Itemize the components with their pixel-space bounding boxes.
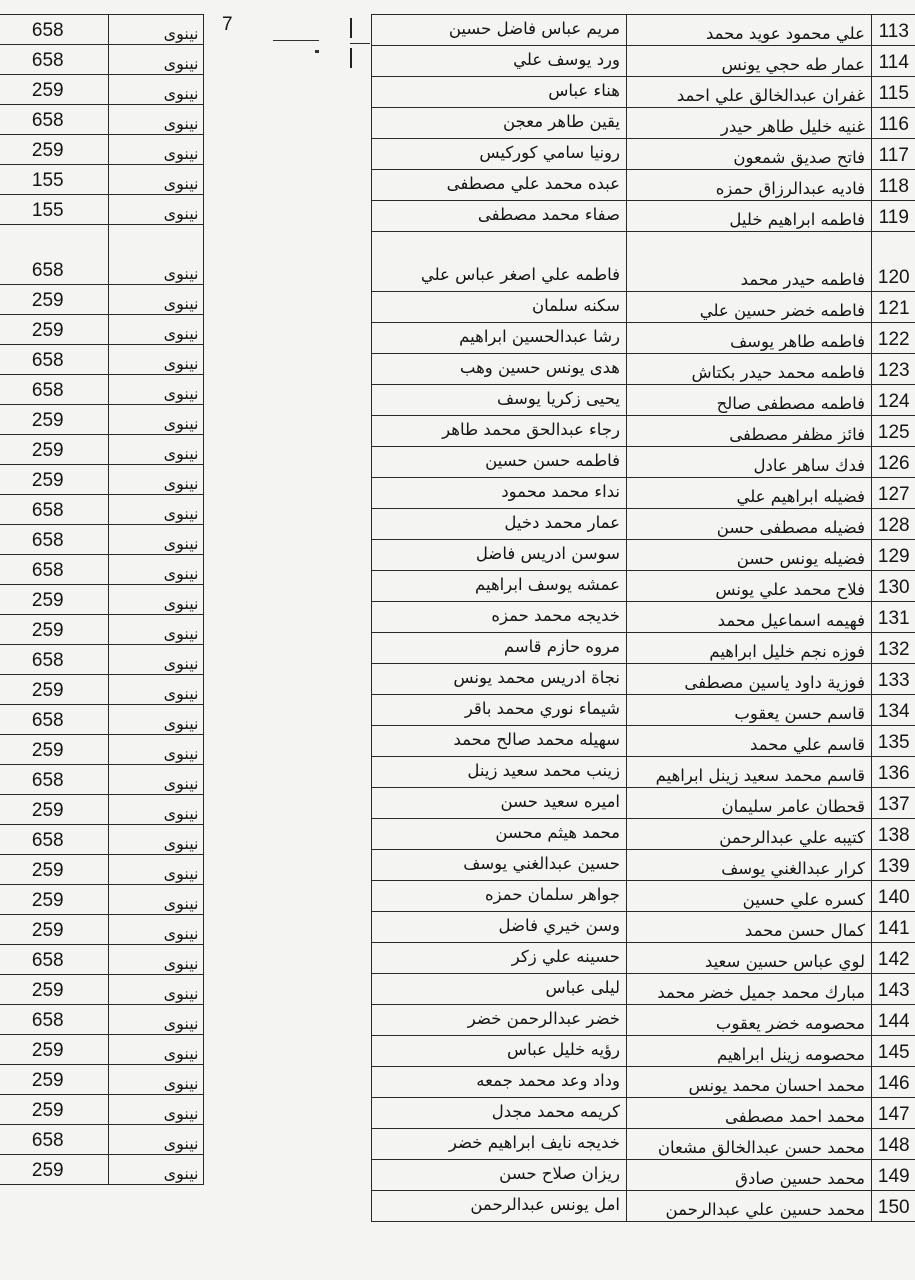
table-row xyxy=(0,225,203,285)
row-number-cell: 117 xyxy=(872,139,915,170)
row-number-cell: 130 xyxy=(872,571,915,602)
row-number-cell: 118 xyxy=(872,170,915,201)
row-number-cell: 125 xyxy=(872,416,915,447)
row-number-cell: 144 xyxy=(872,1005,915,1036)
governorate-cell: نينوى xyxy=(108,705,203,735)
mother-name-cell: سكنه سلمان xyxy=(372,292,627,323)
table-row xyxy=(0,945,203,975)
governorate-cell: نينوى xyxy=(108,795,203,825)
governorate-cell: نينوى xyxy=(108,1035,203,1065)
full-name-cell: فدك ساهر عادل xyxy=(627,447,872,478)
code-cell: 658 xyxy=(0,495,108,525)
table-row xyxy=(0,675,203,705)
mother-name-cell: جواهر سلمان حمزه xyxy=(372,881,627,912)
pen-dot xyxy=(315,50,319,53)
full-name-cell: فائز مظفر مصطفى xyxy=(627,416,872,447)
table-row xyxy=(372,1067,915,1098)
mother-name-cell: خضر عبدالرحمن خضر xyxy=(372,1005,627,1036)
table-row xyxy=(372,77,915,108)
table-row xyxy=(0,1125,203,1155)
row-number-cell: 113 xyxy=(872,15,915,46)
governorate-cell: نينوى xyxy=(108,1155,203,1185)
table-row xyxy=(372,788,915,819)
mother-name-cell: رجاء عبدالحق محمد طاهر xyxy=(372,416,627,447)
table-row xyxy=(372,15,915,46)
table-row xyxy=(0,795,203,825)
table-row xyxy=(0,1005,203,1035)
governorate-cell: نينوى xyxy=(108,735,203,765)
full-name-cell: لوي عباس حسين سعيد xyxy=(627,943,872,974)
row-number-cell: 140 xyxy=(872,881,915,912)
governorate-cell: نينوى xyxy=(108,195,203,225)
table-row xyxy=(372,108,915,139)
row-number-cell: 128 xyxy=(872,509,915,540)
full-name-cell: فوزية داود ياسين مصطفى xyxy=(627,664,872,695)
governorate-cell: نينوى xyxy=(108,285,203,315)
code-cell: 259 xyxy=(0,465,108,495)
table-row xyxy=(0,1065,203,1095)
table-row xyxy=(0,525,203,555)
code-cell: 658 xyxy=(0,945,108,975)
mother-name-cell: وداد وعد محمد جمعه xyxy=(372,1067,627,1098)
governorate-cell: نينوى xyxy=(108,945,203,975)
mother-name-cell: اميره سعيد حسن xyxy=(372,788,627,819)
row-number-cell: 142 xyxy=(872,943,915,974)
table-row xyxy=(372,447,915,478)
code-cell: 259 xyxy=(0,135,108,165)
table-row xyxy=(0,285,203,315)
governorate-cell: نينوى xyxy=(108,165,203,195)
full-name-cell: فاطمه مصطفى صالح xyxy=(627,385,872,416)
mother-name-cell: خديجه نايف ابراهيم خضر xyxy=(372,1129,627,1160)
table-row xyxy=(0,825,203,855)
full-name-cell: محصومه خضر يعقوب xyxy=(627,1005,872,1036)
mother-name-cell: وسن خيري فاضل xyxy=(372,912,627,943)
full-name-cell: فاطمه ابراهيم خليل xyxy=(627,201,872,232)
mother-name-cell: سهيله محمد صالح محمد xyxy=(372,726,627,757)
code-cell: 658 xyxy=(0,705,108,735)
governorate-cell: نينوى xyxy=(108,45,203,75)
full-name-cell: فاطمه طاهر يوسف xyxy=(627,323,872,354)
row-number-cell: 146 xyxy=(872,1067,915,1098)
row-number-cell: 132 xyxy=(872,633,915,664)
row-number-cell: 121 xyxy=(872,292,915,323)
governorate-cell: نينوى xyxy=(108,585,203,615)
table-row xyxy=(0,975,203,1005)
code-cell: 155 xyxy=(0,165,108,195)
row-number-cell: 116 xyxy=(872,108,915,139)
mother-name-cell: نداء محمد محمود xyxy=(372,478,627,509)
row-number-cell: 119 xyxy=(872,201,915,232)
full-name-cell: محمد حسن عبدالخالق مشعان xyxy=(627,1129,872,1160)
governorate-cell: نينوى xyxy=(108,645,203,675)
table-row xyxy=(0,375,203,405)
mother-name-cell: رشا عبدالحسين ابراهيم xyxy=(372,323,627,354)
table-row xyxy=(0,645,203,675)
table-row xyxy=(372,540,915,571)
row-number-cell: 138 xyxy=(872,819,915,850)
mother-name-cell: محمد هيثم محسن xyxy=(372,819,627,850)
code-cell: 658 xyxy=(0,45,108,75)
code-cell: 259 xyxy=(0,405,108,435)
full-name-cell: علي محمود عويد محمد xyxy=(627,15,872,46)
code-cell: 658 xyxy=(0,15,108,45)
governorate-cell: نينوى xyxy=(108,1065,203,1095)
governorate-cell: نينوى xyxy=(108,495,203,525)
mother-name-cell: عمشه يوسف ابراهيم xyxy=(372,571,627,602)
pen-mark xyxy=(273,40,319,41)
mother-name-cell: صفاء محمد مصطفى xyxy=(372,201,627,232)
mother-name-cell: نجاة ادريس محمد يونس xyxy=(372,664,627,695)
table-row xyxy=(372,881,915,912)
mother-name-cell: زينب محمد سعيد زينل xyxy=(372,757,627,788)
governorate-table xyxy=(0,14,204,1185)
full-name-cell: محصومه زينل ابراهيم xyxy=(627,1036,872,1067)
row-number-cell: 126 xyxy=(872,447,915,478)
table-row xyxy=(372,602,915,633)
margin-tick xyxy=(350,18,352,38)
governorate-cell: نينوى xyxy=(108,765,203,795)
governorate-cell: نينوى xyxy=(108,75,203,105)
table-row xyxy=(0,705,203,735)
code-cell: 259 xyxy=(0,915,108,945)
table-row xyxy=(372,633,915,664)
code-cell: 658 xyxy=(0,375,108,405)
names-table xyxy=(371,14,915,1222)
full-name-cell: قاسم علي محمد xyxy=(627,726,872,757)
table-row xyxy=(372,1036,915,1067)
mother-name-cell: رونيا سامي كوركيس xyxy=(372,139,627,170)
table-row xyxy=(0,1095,203,1125)
mother-name-cell: عبده محمد علي مصطفى xyxy=(372,170,627,201)
row-number-cell: 123 xyxy=(872,354,915,385)
mother-name-cell: حسينه علي زكر xyxy=(372,943,627,974)
table-row xyxy=(372,139,915,170)
mother-name-cell: مروه حازم قاسم xyxy=(372,633,627,664)
governorate-cell: نينوى xyxy=(108,885,203,915)
table-row xyxy=(0,45,203,75)
row-number-cell: 115 xyxy=(872,77,915,108)
row-number-cell: 122 xyxy=(872,323,915,354)
governorate-cell: نينوى xyxy=(108,345,203,375)
code-cell: 259 xyxy=(0,585,108,615)
code-cell: 658 xyxy=(0,105,108,135)
mother-name-cell: امل يونس عبدالرحمن xyxy=(372,1191,627,1222)
table-row xyxy=(372,1160,915,1191)
code-cell: 259 xyxy=(0,735,108,765)
full-name-cell: فهيمه اسماعيل محمد xyxy=(627,602,872,633)
table-row xyxy=(372,1129,915,1160)
full-name-cell: قاسم محمد سعيد زينل ابراهيم xyxy=(627,757,872,788)
mother-name-cell: فاطمه علي اصغر عباس علي xyxy=(372,232,627,292)
full-name-cell: محمد حسين صادق xyxy=(627,1160,872,1191)
margin-rule xyxy=(350,43,370,44)
table-row xyxy=(0,105,203,135)
mother-name-cell: ريزان صلاح حسن xyxy=(372,1160,627,1191)
table-row xyxy=(372,943,915,974)
full-name-cell: فلاح محمد علي يونس xyxy=(627,571,872,602)
full-name-cell: كرار عبدالغني يوسف xyxy=(627,850,872,881)
code-cell: 259 xyxy=(0,1035,108,1065)
row-number-cell: 134 xyxy=(872,695,915,726)
mother-name-cell: هدى يونس حسين وهب xyxy=(372,354,627,385)
full-name-cell: فوزه نجم خليل ابراهيم xyxy=(627,633,872,664)
table-row xyxy=(0,195,203,225)
governorate-cell: نينوى xyxy=(108,15,203,45)
table-row xyxy=(372,416,915,447)
code-cell: 259 xyxy=(0,885,108,915)
row-number-cell: 114 xyxy=(872,46,915,77)
row-number-cell: 147 xyxy=(872,1098,915,1129)
full-name-cell: فاطمه خضر حسين علي xyxy=(627,292,872,323)
table-row xyxy=(372,201,915,232)
table-row xyxy=(0,435,203,465)
table-row xyxy=(0,885,203,915)
code-cell: 259 xyxy=(0,1095,108,1125)
full-name-cell: عمار طه حجي يونس xyxy=(627,46,872,77)
table-row xyxy=(372,1098,915,1129)
full-name-cell: فاطمه حيدر محمد xyxy=(627,232,872,292)
row-number-cell: 139 xyxy=(872,850,915,881)
governorate-cell: نينوى xyxy=(108,465,203,495)
table-row xyxy=(0,135,203,165)
full-name-cell: غنيه خليل طاهر حيدر xyxy=(627,108,872,139)
table-row xyxy=(0,765,203,795)
table-row xyxy=(372,757,915,788)
table-row xyxy=(372,46,915,77)
full-name-cell: غفران عبدالخالق علي احمد xyxy=(627,77,872,108)
table-row xyxy=(0,585,203,615)
code-cell: 259 xyxy=(0,1155,108,1185)
governorate-cell: نينوى xyxy=(108,975,203,1005)
mother-name-cell: عمار محمد دخيل xyxy=(372,509,627,540)
code-cell: 259 xyxy=(0,675,108,705)
table-row xyxy=(372,509,915,540)
full-name-cell: مبارك محمد جميل خضر محمد xyxy=(627,974,872,1005)
table-row xyxy=(0,915,203,945)
table-row xyxy=(0,345,203,375)
code-cell: 658 xyxy=(0,525,108,555)
table-row xyxy=(372,726,915,757)
code-cell: 658 xyxy=(0,225,108,285)
code-cell: 259 xyxy=(0,795,108,825)
table-row xyxy=(372,850,915,881)
table-row xyxy=(0,165,203,195)
row-number-cell: 137 xyxy=(872,788,915,819)
mother-name-cell: سوسن ادريس فاضل xyxy=(372,540,627,571)
governorate-cell: نينوى xyxy=(108,435,203,465)
margin-tick xyxy=(350,48,352,68)
table-row xyxy=(0,855,203,885)
governorate-cell: نينوى xyxy=(108,825,203,855)
full-name-cell: كمال حسن محمد xyxy=(627,912,872,943)
table-row xyxy=(0,735,203,765)
governorate-cell: نينوى xyxy=(108,1095,203,1125)
governorate-cell: نينوى xyxy=(108,1125,203,1155)
table-row xyxy=(0,15,203,45)
mother-name-cell: هناء عباس xyxy=(372,77,627,108)
code-cell: 658 xyxy=(0,1125,108,1155)
full-name-cell: كتيبه علي عبدالرحمن xyxy=(627,819,872,850)
code-cell: 259 xyxy=(0,975,108,1005)
row-number-cell: 148 xyxy=(872,1129,915,1160)
full-name-cell: فضيله مصطفى حسن xyxy=(627,509,872,540)
table-row xyxy=(0,315,203,345)
code-cell: 259 xyxy=(0,315,108,345)
governorate-cell: نينوى xyxy=(108,615,203,645)
table-row xyxy=(0,1035,203,1065)
row-number-cell: 133 xyxy=(872,664,915,695)
code-cell: 658 xyxy=(0,555,108,585)
governorate-cell: نينوى xyxy=(108,855,203,885)
table-row xyxy=(372,912,915,943)
table-row xyxy=(372,571,915,602)
full-name-cell: قحطان عامر سليمان xyxy=(627,788,872,819)
row-number-cell: 150 xyxy=(872,1191,915,1222)
code-cell: 658 xyxy=(0,825,108,855)
mother-name-cell: مريم عباس فاضل حسين xyxy=(372,15,627,46)
full-name-cell: فضيله ابراهيم علي xyxy=(627,478,872,509)
full-name-cell: فاديه عبدالرزاق حمزه xyxy=(627,170,872,201)
code-cell: 658 xyxy=(0,345,108,375)
table-row xyxy=(372,292,915,323)
table-row xyxy=(372,385,915,416)
mother-name-cell: حسين عبدالغني يوسف xyxy=(372,850,627,881)
table-row xyxy=(372,819,915,850)
code-cell: 155 xyxy=(0,195,108,225)
row-number-cell: 129 xyxy=(872,540,915,571)
table-row xyxy=(372,1005,915,1036)
row-number-cell: 131 xyxy=(872,602,915,633)
table-row xyxy=(372,478,915,509)
code-cell: 259 xyxy=(0,435,108,465)
mother-name-cell: يحيى زكريا يوسف xyxy=(372,385,627,416)
governorate-cell: نينوى xyxy=(108,1005,203,1035)
mother-name-cell: رؤيه خليل عباس xyxy=(372,1036,627,1067)
table-row xyxy=(0,495,203,525)
mother-name-cell: خديجه محمد حمزه xyxy=(372,602,627,633)
mother-name-cell: شيماء نوري محمد باقر xyxy=(372,695,627,726)
table-row xyxy=(372,170,915,201)
code-cell: 259 xyxy=(0,75,108,105)
governorate-cell: نينوى xyxy=(108,225,203,285)
full-name-cell: فاتح صديق شمعون xyxy=(627,139,872,170)
governorate-cell: نينوى xyxy=(108,675,203,705)
full-name-cell: فضيله يونس حسن xyxy=(627,540,872,571)
governorate-cell: نينوى xyxy=(108,555,203,585)
governorate-cell: نينوى xyxy=(108,105,203,135)
governorate-cell: نينوى xyxy=(108,525,203,555)
row-number-cell: 143 xyxy=(872,974,915,1005)
table-row xyxy=(0,615,203,645)
row-number-cell: 124 xyxy=(872,385,915,416)
code-cell: 259 xyxy=(0,285,108,315)
row-number-cell: 120 xyxy=(872,232,915,292)
row-number-cell: 149 xyxy=(872,1160,915,1191)
row-number-cell: 136 xyxy=(872,757,915,788)
code-cell: 259 xyxy=(0,855,108,885)
table-row xyxy=(0,465,203,495)
table-row xyxy=(0,405,203,435)
table-row xyxy=(0,555,203,585)
code-cell: 658 xyxy=(0,1005,108,1035)
full-name-cell: قاسم حسن يعقوب xyxy=(627,695,872,726)
governorate-cell: نينوى xyxy=(108,915,203,945)
full-name-cell: كسره علي حسين xyxy=(627,881,872,912)
table-row xyxy=(372,664,915,695)
full-name-cell: محمد احسان محمد يونس xyxy=(627,1067,872,1098)
page-number: 7 xyxy=(222,14,233,35)
row-number-cell: 127 xyxy=(872,478,915,509)
mother-name-cell: فاطمه حسن حسين xyxy=(372,447,627,478)
code-cell: 658 xyxy=(0,765,108,795)
table-row xyxy=(372,695,915,726)
mother-name-cell: ورد يوسف علي xyxy=(372,46,627,77)
row-number-cell: 141 xyxy=(872,912,915,943)
governorate-cell: نينوى xyxy=(108,315,203,345)
full-name-cell: محمد احمد مصطفى xyxy=(627,1098,872,1129)
code-cell: 658 xyxy=(0,645,108,675)
row-number-cell: 135 xyxy=(872,726,915,757)
full-name-cell: فاطمه محمد حيدر بكتاش xyxy=(627,354,872,385)
table-row xyxy=(372,974,915,1005)
table-row xyxy=(0,1155,203,1185)
governorate-cell: نينوى xyxy=(108,405,203,435)
governorate-cell: نينوى xyxy=(108,135,203,165)
mother-name-cell: كريمه محمد مجدل xyxy=(372,1098,627,1129)
governorate-cell: نينوى xyxy=(108,375,203,405)
table-row xyxy=(372,1191,915,1222)
mother-name-cell: يقين طاهر معجن xyxy=(372,108,627,139)
table-row xyxy=(372,232,915,292)
code-cell: 259 xyxy=(0,1065,108,1095)
mother-name-cell: ليلى عباس xyxy=(372,974,627,1005)
code-cell: 259 xyxy=(0,615,108,645)
table-row xyxy=(372,323,915,354)
full-name-cell: محمد حسين علي عبدالرحمن xyxy=(627,1191,872,1222)
table-row xyxy=(0,75,203,105)
table-row xyxy=(372,354,915,385)
row-number-cell: 145 xyxy=(872,1036,915,1067)
